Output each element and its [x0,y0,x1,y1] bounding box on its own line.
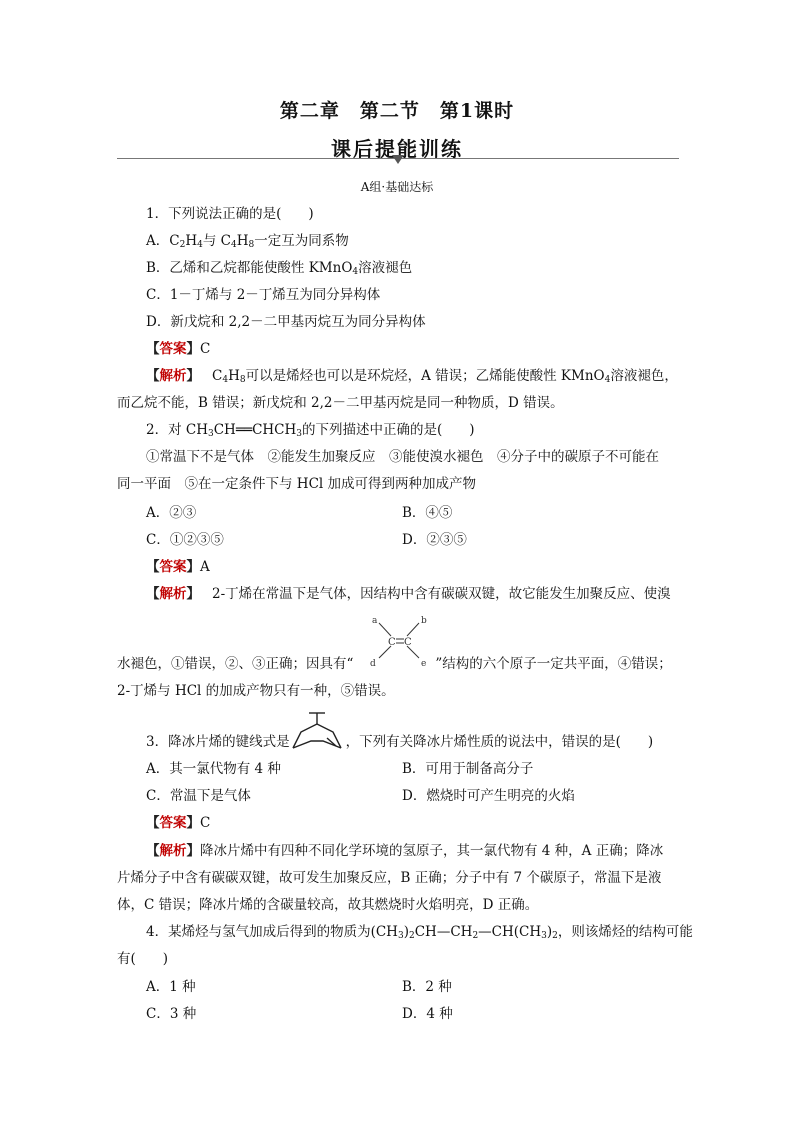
q1-analysis-line1: 【解析】 $C_4H_8$可以是烯烃也可以是环烷烃，A 错误；乙烯能使酸性 KMnO$_4$溶液褪色， [146,368,678,385]
q3-option-d: D．燃烧时可产生明亮的火焰 [402,788,575,804]
q3-analysis-line3: 体，C 错误；降冰片烯的含碳量较高，故其燃烧时火焰明亮，D 正确。 [117,897,539,913]
header-triangle-marker [392,155,404,164]
q3-answer: 【答案】C [146,815,211,831]
bond-a [379,623,391,636]
q4-stem-line1: 4．某烯烃与氢气加成后得到的物质为$(CH_3)_2CH—CH_2—CH(CH_3)_2$，则该烯烃的结构可能 [146,924,693,941]
substituent-b: b [421,616,427,626]
q3-stem: 3．降冰片烯的键线式是 ，下列有关降冰片烯性质的说法中，错误的是( ) [146,734,654,750]
q2-option-c: C．①②③⑤ [146,532,224,548]
q2-option-b: B．④⑤ [402,505,453,521]
q4-option-a: A．1 种 [146,979,196,995]
q3-option-a: A．其一氯代物有 4 种 [146,761,281,777]
q2-analysis-line1: 【解析】 2-丁烯在常温下是气体，因结构中含有碳碳双键，故它能发生加聚反应、使溴 [146,586,671,602]
q3-option-b: B．可用于制备高分子 [402,761,534,777]
q1-option-c: C．1－丁烯与 2－丁烯互为同分异构体 [146,287,381,303]
q2-stem: 2．对 $CH_3CH══CHCH_3$的下列描述中正确的是( ) [146,422,475,439]
q1-stem: 1．下列说法正确的是( ) [146,206,314,222]
group-heading: A组·基础达标 [360,180,434,194]
q3-analysis-line2: 片烯分子中含有碳碳双键，故可发生加聚反应，B 正确；分子中有 7 个碳原子，常温下是液 [117,870,662,886]
chapter-title: 第二章 第二节 第1课时 [279,100,515,122]
q4-stem-line2: 有( ) [117,951,169,967]
bond-b [407,623,419,636]
substituent-e: e [421,659,427,668]
q1-option-a: A．$C_2H_4$与 $C_4H_8$一定互为同系物 [146,233,349,250]
q2-option-d: D．②③⑤ [402,532,467,548]
substituent-a: a [372,616,378,626]
q1-option-d: D．新戊烷和 2,2－二甲基丙烷互为同分异构体 [146,314,426,330]
q1-analysis-line2: 而乙烷不能，B 错误；新戊烷和 2,2－二甲基丙烷是同一种物质，D 错误。 [117,395,564,411]
substituent-d: d [370,659,376,668]
q1-option-b: B．乙烯和乙烷都能使酸性 KMnO$_4$溶液褪色 [146,260,413,277]
q2-option-a: A．②③ [146,505,197,521]
q2-answer: 【答案】A [146,559,210,575]
q2-analysis-line2: 水褪色，①错误，②、③正确；因具有“ ”结构的六个原子一定共平面，④错误； [117,656,672,672]
carbon-right: C [404,637,412,648]
carbon-left: C [388,637,396,648]
q2-statements-line1: ①常温下不是气体 ②能发生加聚反应 ③能使溴水褪色 ④分子中的碳原子不可能在 [146,449,659,465]
q2-analysis-line3: 2-丁烯与 HCl 的加成产物只有一种，⑤错误。 [117,683,395,699]
q2-statements-line2: 同一平面 ⑤在一定条件下与 HCl 加成可得到两种加成产物 [117,476,477,492]
q4-option-b: B．2 种 [402,979,452,995]
page-subtitle: 课后提能训练 [331,137,463,161]
q1-answer: 【答案】C [146,341,211,357]
q4-option-c: C．3 种 [146,1006,197,1022]
q4-option-d: D．4 种 [402,1006,453,1022]
norbornene-skeletal-formula [289,710,345,754]
q3-option-c: C．常温下是气体 [146,788,251,804]
q3-analysis-line1: 【解析】降冰片烯中有四种不同化学环境的氢原子，其一氯代物有 4 种，A 正确；降冰 [146,843,664,859]
